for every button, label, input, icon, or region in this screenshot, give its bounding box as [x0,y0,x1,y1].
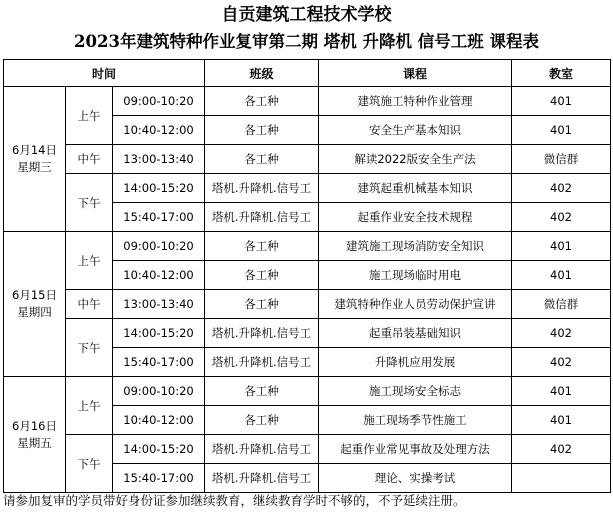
day-cell [4,87,66,232]
class-cell: 塔机.升降机.信号工 [205,174,319,203]
course-cell: 起重作业常见事故及处理方法 [319,435,512,464]
header-room: 教室 [512,60,611,87]
course-cell: 施工现场安全标志 [319,377,512,406]
room-cell: 401 [512,116,611,145]
time-cell: 13:00-13:40 [113,290,205,319]
class-cell: 塔机.升降机.信号工 [205,319,319,348]
room-cell [512,464,611,493]
course-cell: 升降机应用发展 [319,348,512,377]
period-cell: 下午 [66,319,113,377]
class-cell: 塔机.升降机.信号工 [205,435,319,464]
course-cell: 起重吊装基础知识 [319,319,512,348]
course-cell: 建筑施工特种作业管理 [319,87,512,116]
time-cell: 14:00-15:20 [113,174,205,203]
room-cell: 微信群 [512,145,611,174]
time-cell: 15:40-17:00 [113,464,205,493]
time-cell: 15:40-17:00 [113,348,205,377]
day-weekday: 星期四 [17,305,52,319]
class-cell: 塔机.升降机.信号工 [205,464,319,493]
header-class: 班级 [205,60,319,87]
table-row [4,145,611,174]
time-cell: 10:40-12:00 [113,406,205,435]
room-cell: 402 [512,435,611,464]
class-cell: 各工种 [205,232,319,261]
course-cell: 建筑特种作业人员劳动保护宣讲 [319,290,512,319]
day-date: 6月16日 [12,418,57,433]
time-cell: 13:00-13:40 [113,145,205,174]
course-cell: 解读2022版安全生产法 [319,145,512,174]
header-course: 课程 [319,60,512,87]
class-cell: 各工种 [205,406,319,435]
room-cell: 401 [512,261,611,290]
table-row [4,319,611,348]
period-cell: 中午 [66,290,113,319]
table-row [4,232,611,261]
room-cell: 401 [512,377,611,406]
schedule-table [3,59,611,493]
table-row [4,435,611,464]
period-cell: 下午 [66,435,113,493]
day-weekday: 星期五 [17,435,52,450]
time-cell: 10:40-12:00 [113,261,205,290]
table-row [4,377,611,406]
room-cell: 402 [512,319,611,348]
course-cell: 安全生产基本知识 [319,116,512,145]
table-header-row [4,60,611,87]
course-cell: 施工现场临时用电 [319,261,512,290]
day-cell [4,232,66,377]
notice-text: 请参加复审的学员带好身份证参加继续教育，继续教育学时不够的，不予延续注册。 [3,493,466,508]
class-cell: 各工种 [205,290,319,319]
time-cell: 14:00-15:20 [113,319,205,348]
school-name: 自贡建筑工程技术学校 [221,5,392,25]
room-cell: 401 [512,87,611,116]
day-date: 6月15日 [12,288,57,302]
course-cell: 施工现场季节性施工 [319,406,512,435]
class-cell: 各工种 [205,377,319,406]
room-cell: 401 [512,232,611,261]
time-cell: 15:40-17:00 [113,203,205,232]
course-cell: 理论、实操考试 [319,464,512,493]
table-row [4,87,611,116]
header-time: 时间 [4,60,205,87]
time-cell: 14:00-15:20 [113,435,205,464]
period-cell: 上午 [66,232,113,290]
time-cell: 09:00-10:20 [113,377,205,406]
room-cell: 401 [512,406,611,435]
period-cell: 中午 [66,145,113,174]
class-cell: 塔机.升降机.信号工 [205,348,319,377]
table-row [4,290,611,319]
day-weekday: 星期三 [17,160,52,174]
table-row [4,174,611,203]
class-cell: 各工种 [205,116,319,145]
room-cell: 微信群 [512,290,611,319]
room-cell: 402 [512,174,611,203]
room-cell: 402 [512,203,611,232]
room-cell: 402 [512,348,611,377]
class-cell: 各工种 [205,145,319,174]
class-cell: 塔机.升降机.信号工 [205,203,319,232]
period-cell: 上午 [66,87,113,145]
period-cell: 下午 [66,174,113,232]
day-cell [4,377,66,493]
time-cell: 09:00-10:20 [113,232,205,261]
class-cell: 各工种 [205,261,319,290]
period-cell: 上午 [66,377,113,435]
class-cell: 各工种 [205,87,319,116]
day-date: 6月14日 [12,143,57,157]
course-cell: 建筑起重机械基本知识 [319,174,512,203]
time-cell: 09:00-10:20 [113,87,205,116]
course-cell: 建筑施工现场消防安全知识 [319,232,512,261]
course-cell: 起重作业安全技术规程 [319,203,512,232]
schedule-title: 2023年建筑特种作业复审第二期 塔机 升降机 信号工班 课程表 [74,32,539,51]
time-cell: 10:40-12:00 [113,116,205,145]
